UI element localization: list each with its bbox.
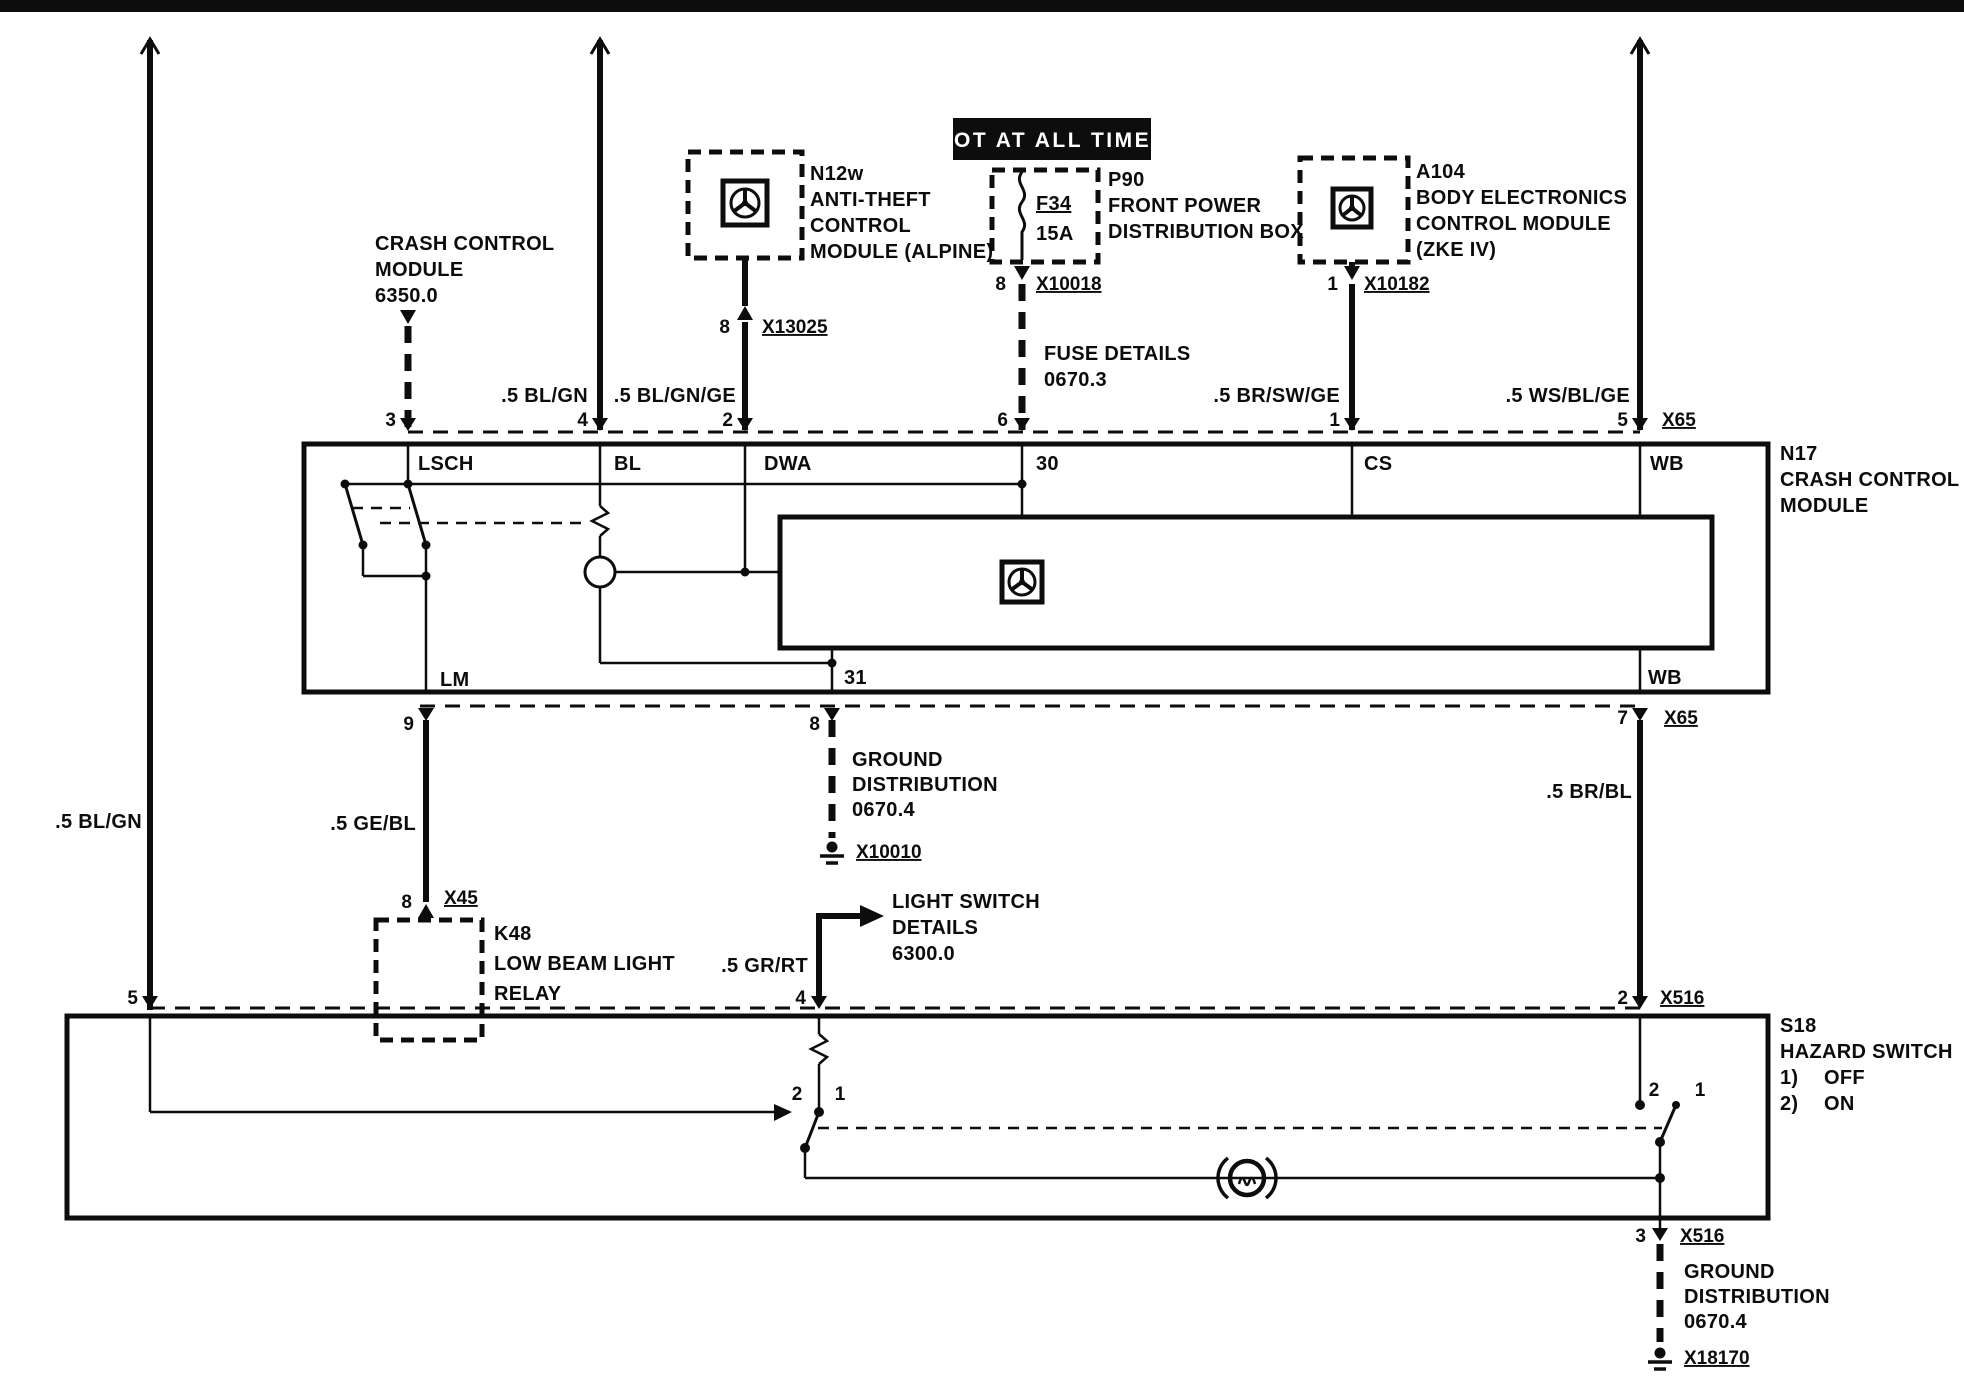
x516-bottom-label: X516	[1680, 1226, 1725, 1247]
switch-lever	[408, 484, 426, 545]
sensor-circle-icon	[585, 557, 615, 587]
x18170-label: X18170	[1684, 1348, 1750, 1369]
pin-5: 5	[1617, 410, 1628, 431]
a104-line2: CONTROL MODULE	[1416, 213, 1611, 235]
ground-icon	[1648, 1348, 1672, 1370]
hazard-left-pos2: 2	[791, 1084, 803, 1105]
pin-3: 3	[385, 410, 396, 431]
x10018-pin: 8	[995, 274, 1006, 295]
pin-arrow-icon	[418, 708, 434, 721]
x10018-label: X10018	[1036, 274, 1102, 295]
k48-line1: LOW BEAM LIGHT	[494, 953, 675, 975]
switch-lever	[805, 1112, 819, 1148]
n17-line1: CRASH CONTROL	[1780, 469, 1960, 491]
x45-label: X45	[444, 888, 478, 909]
pin-arrow-icon	[1344, 418, 1360, 431]
pin-arrow-icon	[1014, 418, 1030, 431]
x65-bottom-label: X65	[1664, 708, 1698, 729]
terminal-wb-top: WB	[1650, 453, 1684, 475]
x516-top-label: X516	[1660, 988, 1705, 1009]
terminal-bl: BL	[614, 453, 642, 475]
fuse-rating: 15A	[1036, 223, 1074, 245]
contact-dot	[1635, 1100, 1645, 1110]
s18-name: HAZARD SWITCH	[1780, 1041, 1953, 1063]
ground-mid-line1: GROUND	[852, 749, 943, 771]
pin-8: 8	[809, 714, 820, 735]
pin-arrow-icon	[737, 418, 753, 431]
terminal-wb-bottom: WB	[1648, 667, 1682, 689]
s18-pos2-label: ON	[1824, 1093, 1855, 1115]
pin-7: 7	[1617, 708, 1628, 729]
connector-arrow-icon	[737, 306, 753, 320]
x10182-label: X10182	[1364, 274, 1430, 295]
steering-wheel-icon	[1002, 562, 1042, 602]
steering-wheel-icon	[723, 181, 767, 225]
hot-at-all-times-label: HOT AT ALL TIMES	[936, 129, 1168, 152]
wire-label-br-bl: .5 BR/BL	[1546, 781, 1632, 803]
pin-arrow-icon	[592, 418, 608, 431]
n17-id: N17	[1780, 443, 1818, 465]
wire-label-ws-bl-ge: .5 WS/BL/GE	[1505, 385, 1630, 407]
x10182-pin: 1	[1327, 274, 1338, 295]
zigzag-actuator	[592, 506, 608, 536]
n17-module-box	[304, 444, 1768, 692]
n17-line2: MODULE	[1780, 495, 1869, 517]
x45-pin: 8	[401, 892, 412, 913]
ground-mid-page: 0670.4	[852, 799, 915, 821]
pin-6: 6	[997, 410, 1008, 431]
fuse-icon	[1019, 172, 1024, 260]
switch-lever	[345, 484, 363, 545]
s18-pos1-num: 1)	[1780, 1067, 1799, 1089]
light-switch-line2: DETAILS	[892, 917, 979, 939]
terminal-30: 30	[1036, 453, 1059, 475]
s18-id: S18	[1780, 1015, 1817, 1037]
contact-dot	[1672, 1101, 1680, 1109]
x10010-label: X10010	[856, 842, 922, 863]
connector-arrow-icon	[1344, 266, 1360, 280]
fuse-details-page: 0670.3	[1044, 369, 1107, 391]
crash-ref-line2: MODULE	[375, 259, 464, 281]
ground-bottom-line1: GROUND	[1684, 1261, 1775, 1283]
pin-2: 2	[722, 410, 733, 431]
scan-edge-strip	[0, 0, 1964, 12]
terminal-cs: CS	[1364, 453, 1393, 475]
x13025-label: X13025	[762, 317, 828, 338]
pin-s18-2: 2	[1617, 988, 1628, 1009]
p90-line1: FRONT POWER	[1108, 195, 1262, 217]
pin-4: 4	[577, 410, 588, 431]
switch-lever	[1660, 1105, 1676, 1142]
pin-s18-5: 5	[127, 988, 138, 1009]
crash-ref-line1: CRASH CONTROL	[375, 233, 555, 255]
a104-line1: BODY ELECTRONICS	[1416, 187, 1628, 209]
p90-line2: DISTRIBUTION BOX	[1108, 221, 1304, 243]
connector-arrow-icon	[418, 904, 434, 918]
fuse-id: F34	[1036, 193, 1072, 215]
offpage-arrow-icon	[860, 905, 884, 927]
wire-label-ge-bl: .5 GE/BL	[330, 813, 416, 835]
terminal-dwa: DWA	[764, 453, 812, 475]
s18-module-box	[67, 1016, 1768, 1218]
contact-arrow-icon	[774, 1104, 792, 1121]
a104-line3: (ZKE IV)	[1416, 239, 1497, 261]
a104-id: A104	[1416, 161, 1466, 183]
wire-label-bl-gn-left: .5 BL/GN	[55, 811, 142, 833]
light-switch-line1: LIGHT SWITCH	[892, 891, 1041, 913]
terminal-31: 31	[844, 667, 867, 689]
s18-pos1-label: OFF	[1824, 1067, 1865, 1089]
n12w-line1: ANTI-THEFT	[810, 189, 931, 211]
down-arrow-icon	[400, 310, 416, 324]
pin-arrow-icon	[1632, 418, 1648, 431]
fuse-details-line1: FUSE DETAILS	[1044, 343, 1191, 365]
pin-arrow-icon	[824, 708, 840, 721]
n12w-line3: MODULE (ALPINE)	[810, 241, 994, 263]
s18-pos2-num: 2)	[1780, 1093, 1799, 1115]
ground-bottom-page: 0670.4	[1684, 1311, 1747, 1333]
pin-arrow-icon	[400, 418, 416, 431]
ground-mid-line2: DISTRIBUTION	[852, 774, 998, 796]
wire-label-bl-gn-top: .5 BL/GN	[501, 385, 588, 407]
n12w-id: N12w	[810, 163, 864, 185]
zigzag-actuator	[811, 1034, 827, 1064]
hazard-left-pos1: 1	[834, 1084, 846, 1105]
p90-box	[992, 170, 1098, 262]
connector-arrow-icon	[1014, 266, 1030, 280]
ground-bottom-line2: DISTRIBUTION	[1684, 1286, 1830, 1308]
x13025-pin: 8	[719, 317, 730, 338]
hazard-right-pos1: 1	[1694, 1080, 1706, 1101]
k48-line2: RELAY	[494, 983, 562, 1005]
k48-id: K48	[494, 923, 532, 945]
steering-wheel-icon	[1333, 189, 1371, 227]
pin-arrow-icon	[1652, 1228, 1668, 1241]
pin-1: 1	[1329, 410, 1340, 431]
pin-arrow-icon	[1632, 708, 1648, 721]
pin-9: 9	[403, 714, 414, 735]
hazard-right-pos2: 2	[1648, 1080, 1660, 1101]
wire-label-gr-rt: .5 GR/RT	[721, 955, 808, 977]
ground-icon	[820, 842, 844, 864]
terminal-lsch: LSCH	[418, 453, 474, 475]
n12w-line2: CONTROL	[810, 215, 911, 237]
x65-top-label: X65	[1662, 410, 1696, 431]
pin-s18-3: 3	[1635, 1226, 1646, 1247]
pin-s18-4: 4	[795, 988, 806, 1009]
k48-relay-box	[376, 920, 482, 1040]
wire-label-br-sw-ge: .5 BR/SW/GE	[1213, 385, 1340, 407]
wire-label-bl-gn-ge: .5 BL/GN/GE	[613, 385, 736, 407]
p90-id: P90	[1108, 169, 1145, 191]
n17-inner-unit-box	[780, 517, 1712, 648]
light-switch-page: 6300.0	[892, 943, 955, 965]
terminal-lm: LM	[440, 669, 470, 691]
crash-ref-page: 6350.0	[375, 285, 438, 307]
